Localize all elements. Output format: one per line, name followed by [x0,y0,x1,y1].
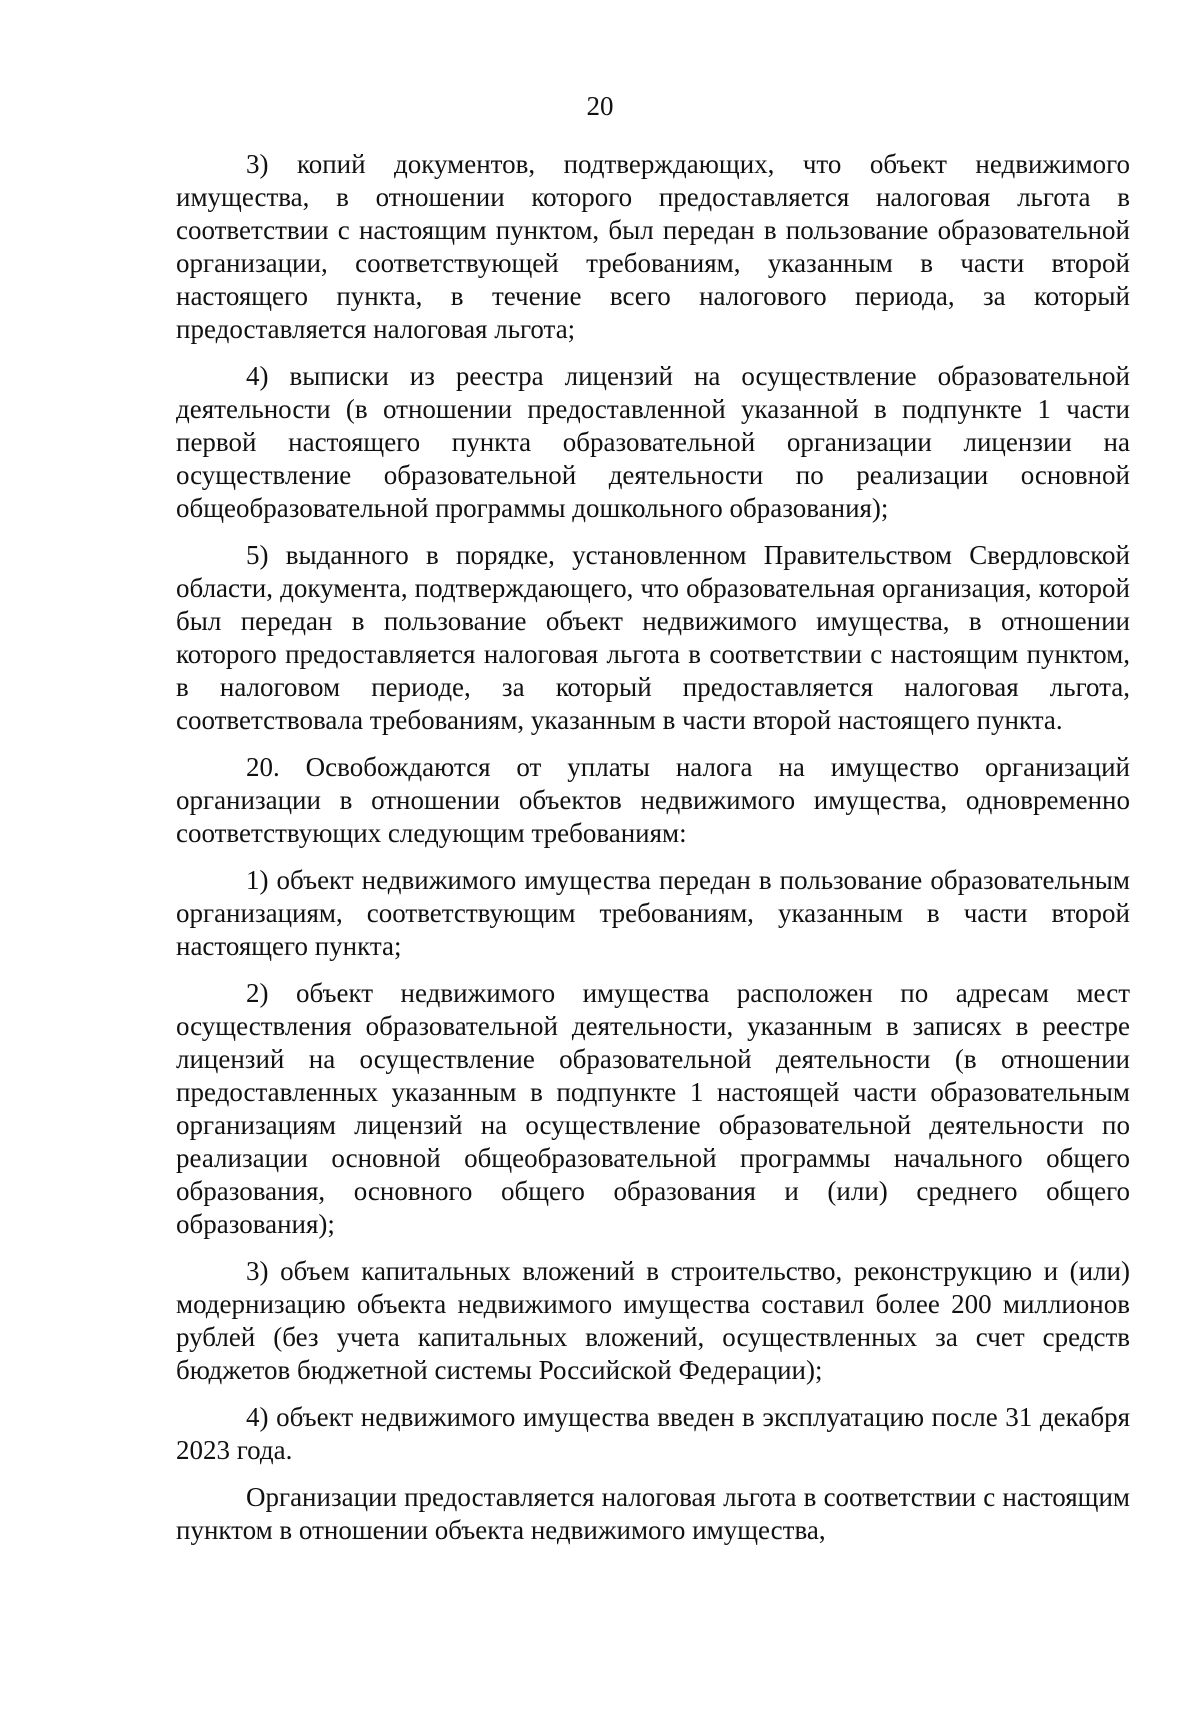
page-number: 20 [586,91,614,121]
paragraph-clause-20: 20. Освобождаются от уплаты налога на имущество организаций организации в отношении объектов недвижимого имущества, одновременно соответствующих следующим требованиям: [176,752,1130,848]
paragraph-requirement-1: 1) объект недвижимого имущества передан в пользование образовательным организациям, соответствующим требованиям, указанным в части второй настоящего пункта; [176,865,1130,961]
paragraph-item-3: 3) копий документов, подтверждающих, что объект недвижимого имущества, в отношении которого предоставляется налоговая льгота в соответствии с настоящим пунктом, был передан в пользование образовательной организации, соответствующей требованиям, указанным в части второй настоящего пункта, в течение всего налогового периода, за который предоставляется налоговая льгота; [176,149,1130,344]
paragraph-requirement-4: 4) объект недвижимого имущества введен в эксплуатацию после 31 декабря 2023 года. [176,1402,1130,1465]
paragraph-item-4: 4) выписки из реестра лицензий на осуществление образовательной деятельности (в отношении предоставленной указанной в подпункте 1 части первой настоящего пункта образовательной организации лицензии на осуществление образовательной деятельности по реализации основной общеобразовательной программы дошкольного образования); [176,361,1130,523]
paragraph-item-5: 5) выданного в порядке, установленном Правительством Свердловской области, документа, подтверждающего, что образовательная организация, которой был передан в пользование объект недвижимого имущества, в отношении которого предоставляется налоговая льгота в соответствии с настоящим пунктом, в налоговом периоде, за который предоставляется налоговая льгота, соответствовала требованиям, указанным в части второй настоящего пункта. [176,540,1130,735]
paragraph-requirement-3: 3) объем капитальных вложений в строительство, реконструкцию и (или) модернизацию объекта недвижимого имущества составил более 200 миллионов рублей (без учета капитальных вложений, осуществленных за счет средств бюджетов бюджетной системы Российской Федерации); [176,1256,1130,1385]
paragraph-requirement-2: 2) объект недвижимого имущества расположен по адресам мест осуществления образовательной деятельности, указанным в записях в реестре лицензий на осуществление образовательной деятельности (в отношении предоставленных указанным в подпункте 1 настоящей части образовательным организациям лицензий на осуществление образовательной деятельности по реализации основной общеобразовательной программы начального общего образования, основного общего образования и (или) среднего общего образования); [176,978,1130,1239]
paragraph-benefit-condition: Организации предоставляется налоговая льгота в соответствии с настоящим пунктом в отношении объекта недвижимого имущества, [176,1482,1130,1545]
document-body [176,148,1130,1561]
